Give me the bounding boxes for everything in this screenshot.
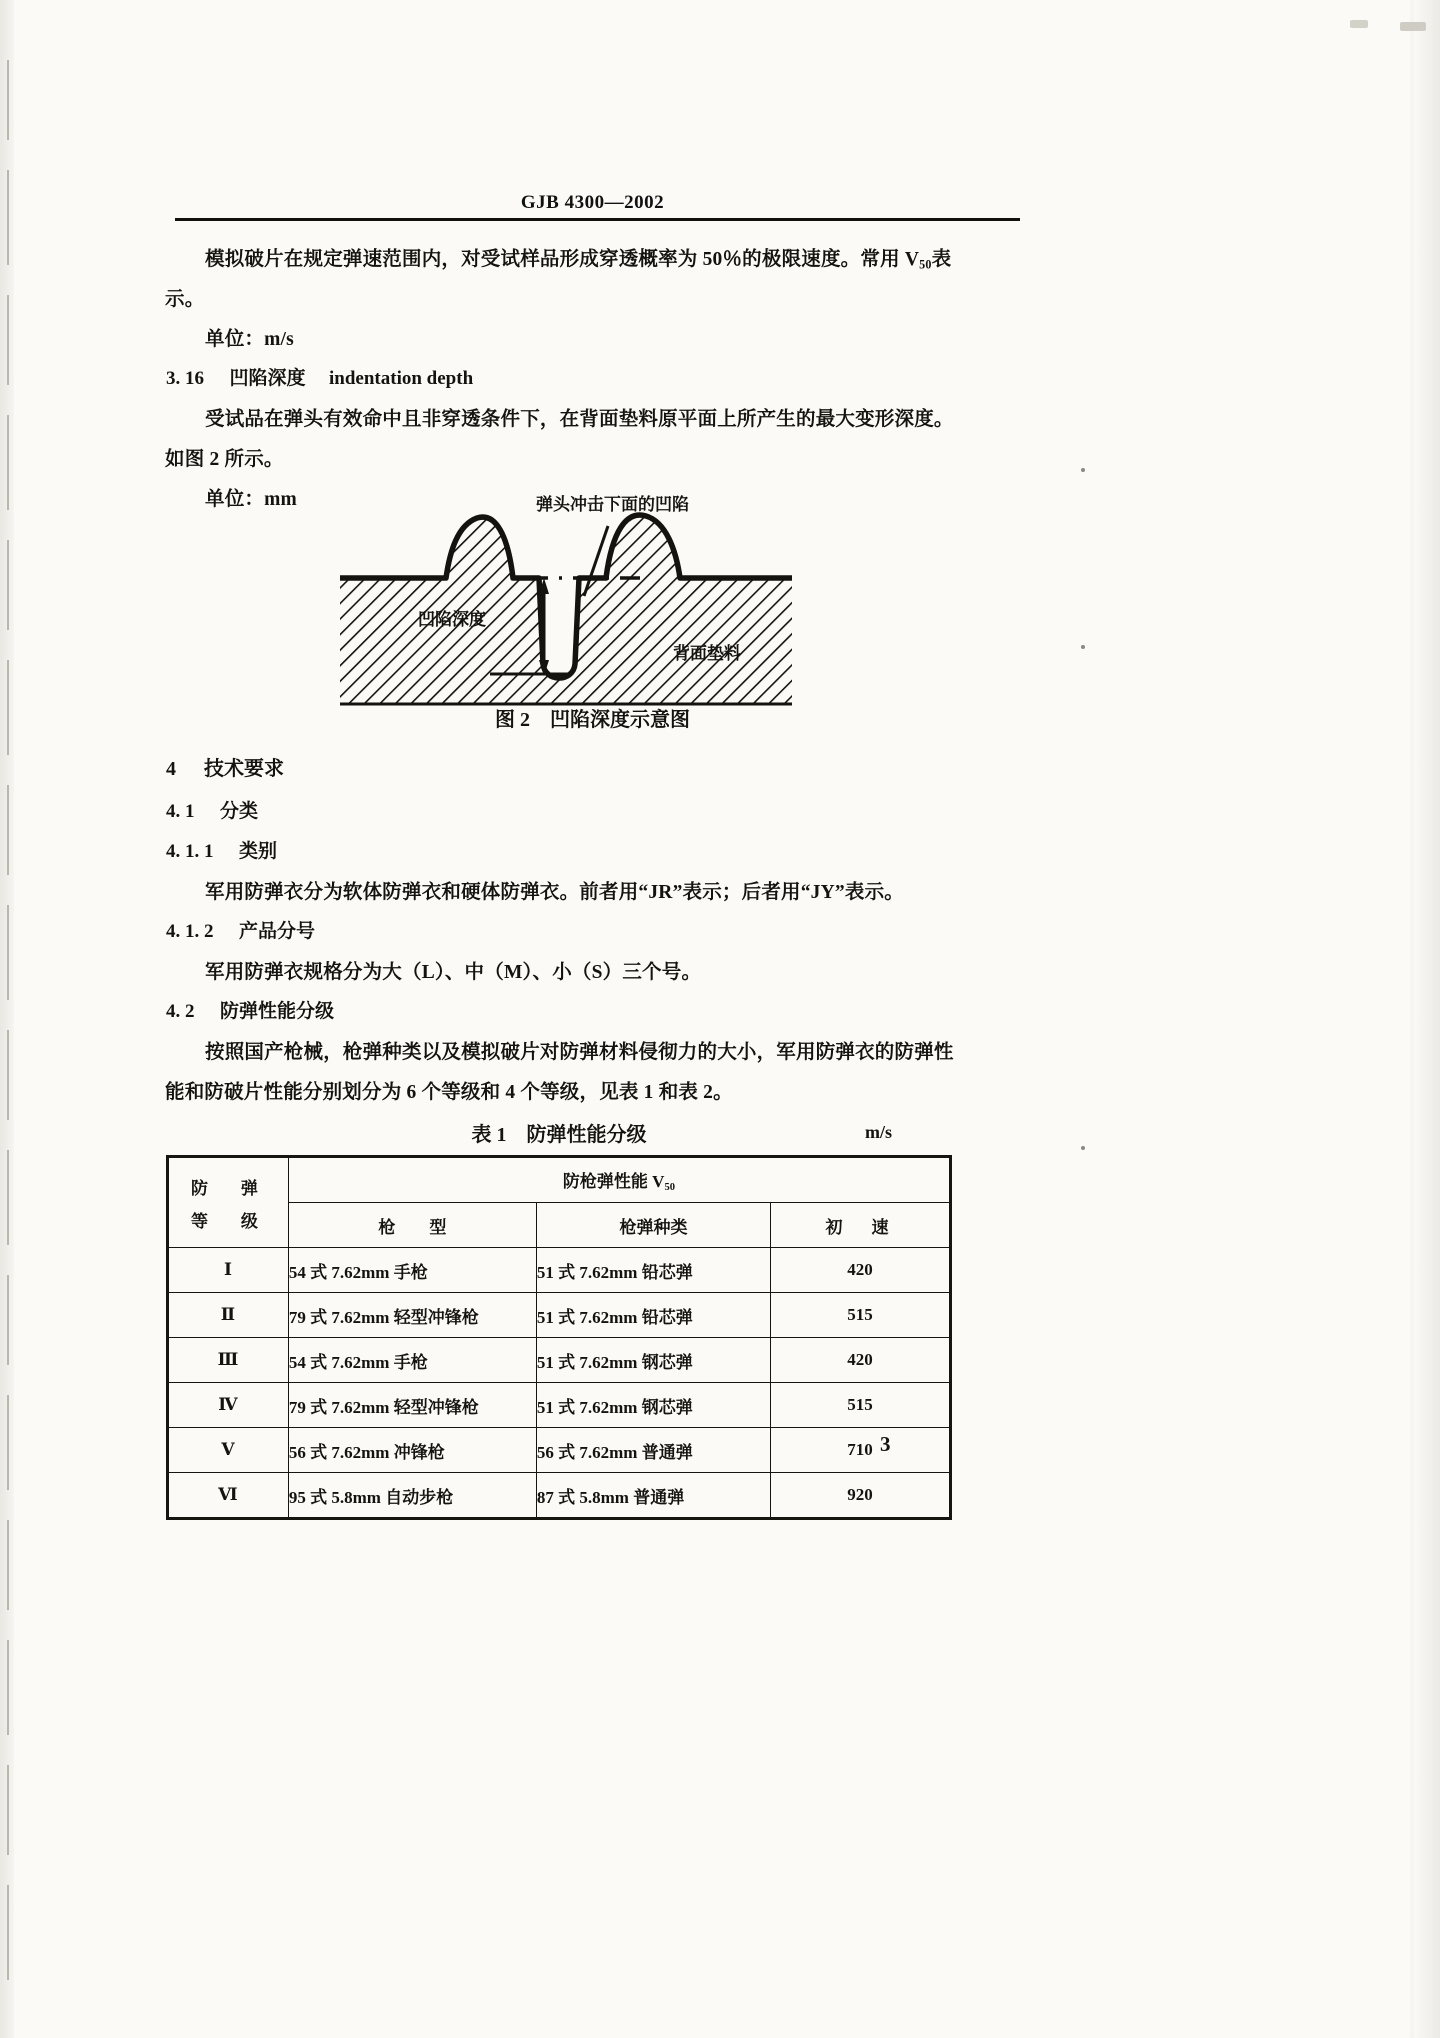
section-4-number: 4 bbox=[166, 758, 176, 780]
cell-ammo: 51 式 7.62mm 钢芯弹 bbox=[536, 1383, 770, 1428]
paragraph-4-2-line2: 能和防破片性能分别划分为 6 个等级和 4 个等级，见表 1 和表 2。 bbox=[165, 1082, 733, 1103]
section-4-1-number: 4. 1 bbox=[166, 801, 195, 822]
binding-mark bbox=[7, 1520, 9, 1610]
figure-backing-label: 背面垫料 bbox=[673, 644, 741, 663]
unit-ms-label: 单位：m/s bbox=[205, 329, 294, 350]
scan-speck bbox=[1081, 1146, 1085, 1150]
cell-velocity: 515 bbox=[771, 1293, 951, 1338]
header-level-line2: 等 级 bbox=[190, 1211, 266, 1231]
scan-speck bbox=[1400, 22, 1426, 31]
header-level-cell bbox=[168, 1157, 289, 1248]
backing-hatch bbox=[340, 508, 800, 718]
cell-level: Ⅵ bbox=[168, 1473, 289, 1519]
paragraph-4-2-line1: 按照国产枪械，枪弹种类以及模拟破片对防弹材料侵彻力的大小，军用防弹衣的防弹性 bbox=[205, 1042, 954, 1063]
scan-edge-right bbox=[1414, 0, 1440, 2038]
cell-ammo: 56 式 7.62mm 普通弹 bbox=[536, 1428, 770, 1473]
cell-level: Ⅴ bbox=[168, 1428, 289, 1473]
cell-ammo: 87 式 5.8mm 普通弹 bbox=[536, 1473, 770, 1519]
unit-mm-label: 单位：mm bbox=[205, 489, 297, 510]
binding-mark bbox=[7, 1395, 9, 1490]
cell-velocity: 920 bbox=[771, 1473, 951, 1519]
table-row bbox=[168, 1338, 951, 1383]
header-group-label: 防枪弹性能 V bbox=[562, 1172, 665, 1192]
figure-depth-label: 凹陷深度 bbox=[418, 610, 486, 629]
standard-code: GJB 4300—2002 bbox=[520, 192, 665, 213]
header-ammo-type: 枪弹种类 bbox=[536, 1203, 770, 1248]
scan-speck bbox=[1081, 468, 1085, 472]
table-1-unit: m/s bbox=[865, 1122, 892, 1142]
header-level-line1: 防 弹 bbox=[190, 1178, 266, 1198]
paragraph-3-15-tail: 表 bbox=[931, 249, 952, 270]
paragraph-3-15-line1 bbox=[205, 243, 951, 272]
section-4-1-heading bbox=[166, 796, 258, 823]
section-3-16-heading bbox=[166, 363, 473, 390]
cell-gun: 79 式 7.62mm 轻型冲锋枪 bbox=[288, 1293, 536, 1338]
paragraph-3-15-text: 模拟破片在规定弹速范围内，对受试样品形成穿透概率为 50％的极限速度。常用 V bbox=[205, 249, 920, 270]
header-gun-type: 枪 型 bbox=[288, 1203, 536, 1248]
figure-callout-label: 弹头冲击下面的凹陷 bbox=[536, 495, 689, 514]
binding-mark bbox=[7, 295, 9, 385]
header-group-cell bbox=[288, 1157, 950, 1203]
section-3-16-title-en: indentation depth bbox=[329, 368, 474, 389]
header-group-subscript: 50 bbox=[664, 1181, 675, 1193]
paragraph-3-16-line2: 如图 2 所示。 bbox=[165, 449, 284, 470]
section-4-1-1-title: 类别 bbox=[239, 841, 278, 862]
binding-mark bbox=[7, 170, 9, 265]
cell-ammo: 51 式 7.62mm 铅芯弹 bbox=[536, 1293, 770, 1338]
section-4-1-title: 分类 bbox=[220, 801, 259, 822]
scan-speck bbox=[1350, 20, 1368, 28]
binding-mark bbox=[7, 1150, 9, 1245]
cell-gun: 95 式 5.8mm 自动步枪 bbox=[288, 1473, 536, 1519]
cell-level: Ⅰ bbox=[168, 1248, 289, 1293]
figure-2-caption: 图 2 凹陷深度示意图 bbox=[495, 709, 690, 731]
table-row bbox=[168, 1383, 951, 1428]
binding-mark bbox=[7, 60, 9, 140]
table-row bbox=[168, 1248, 951, 1293]
binding-mark bbox=[7, 660, 9, 755]
cell-ammo: 51 式 7.62mm 铅芯弹 bbox=[536, 1248, 770, 1293]
table-row bbox=[168, 1428, 951, 1473]
section-4-1-2-heading bbox=[166, 916, 315, 943]
cell-velocity: 420 bbox=[771, 1338, 951, 1383]
section-4-2-number: 4. 2 bbox=[166, 1001, 195, 1022]
section-4-1-1-heading bbox=[166, 836, 277, 863]
binding-mark bbox=[7, 1275, 9, 1365]
indentation-depth-diagram bbox=[340, 478, 800, 728]
paragraph-3-16-line1: 受试品在弹头有效命中且非穿透条件下，在背面垫料原平面上所产生的最大变形深度。 bbox=[205, 409, 954, 430]
cell-level: Ⅳ bbox=[168, 1383, 289, 1428]
section-4-heading bbox=[166, 752, 284, 781]
page-number: 3 bbox=[880, 1432, 891, 1456]
cell-velocity: 420 bbox=[771, 1248, 951, 1293]
header-velocity: 初 速 bbox=[771, 1203, 951, 1248]
table-row bbox=[168, 1473, 951, 1519]
table-1-ballistic-levels bbox=[166, 1155, 952, 1520]
section-3-16-title-cn: 凹陷深度 bbox=[229, 368, 306, 389]
binding-mark bbox=[7, 1765, 9, 1855]
cell-gun: 54 式 7.62mm 手枪 bbox=[288, 1248, 536, 1293]
binding-mark bbox=[7, 905, 9, 1000]
section-4-title: 技术要求 bbox=[204, 758, 284, 780]
binding-mark bbox=[7, 415, 9, 510]
v50-subscript: 50 bbox=[919, 257, 932, 272]
table-row bbox=[168, 1293, 951, 1338]
header-rule bbox=[175, 218, 1020, 221]
table-header-row-1 bbox=[168, 1157, 951, 1203]
section-4-1-2-title: 产品分号 bbox=[239, 921, 316, 942]
running-header bbox=[165, 192, 1020, 214]
binding-mark bbox=[7, 1640, 9, 1735]
paragraph-4-1-1: 军用防弹衣分为软体防弹衣和硬体防弹衣。前者用“JR”表示；后者用“JY”表示。 bbox=[205, 882, 904, 903]
scan-speck bbox=[1081, 645, 1085, 649]
paragraph-4-1-2: 军用防弹衣规格分为大（L）、中（M）、小（S）三个号。 bbox=[205, 962, 702, 983]
section-4-1-2-number: 4. 1. 2 bbox=[166, 921, 214, 942]
section-4-1-1-number: 4. 1. 1 bbox=[166, 841, 214, 862]
figure-2 bbox=[340, 478, 800, 728]
table-1-title: 表 1 防弹性能分级 bbox=[471, 1124, 647, 1146]
section-4-2-title: 防弹性能分级 bbox=[220, 1001, 335, 1022]
section-4-2-heading bbox=[166, 996, 334, 1023]
binding-mark bbox=[7, 1030, 9, 1120]
binding-mark bbox=[7, 540, 9, 630]
cell-level: Ⅲ bbox=[168, 1338, 289, 1383]
cell-velocity: 515 bbox=[771, 1383, 951, 1428]
paragraph-3-15-line2: 示。 bbox=[165, 289, 205, 310]
cell-gun: 54 式 7.62mm 手枪 bbox=[288, 1338, 536, 1383]
cell-gun: 79 式 7.62mm 轻型冲锋枪 bbox=[288, 1383, 536, 1428]
section-3-16-number: 3. 16 bbox=[166, 368, 204, 389]
cell-level: Ⅱ bbox=[168, 1293, 289, 1338]
binding-mark bbox=[7, 1885, 9, 1980]
cell-gun: 56 式 7.62mm 冲锋枪 bbox=[288, 1428, 536, 1473]
binding-mark bbox=[7, 785, 9, 875]
cell-velocity: 710 bbox=[771, 1428, 951, 1473]
cell-ammo: 51 式 7.62mm 钢芯弹 bbox=[536, 1338, 770, 1383]
